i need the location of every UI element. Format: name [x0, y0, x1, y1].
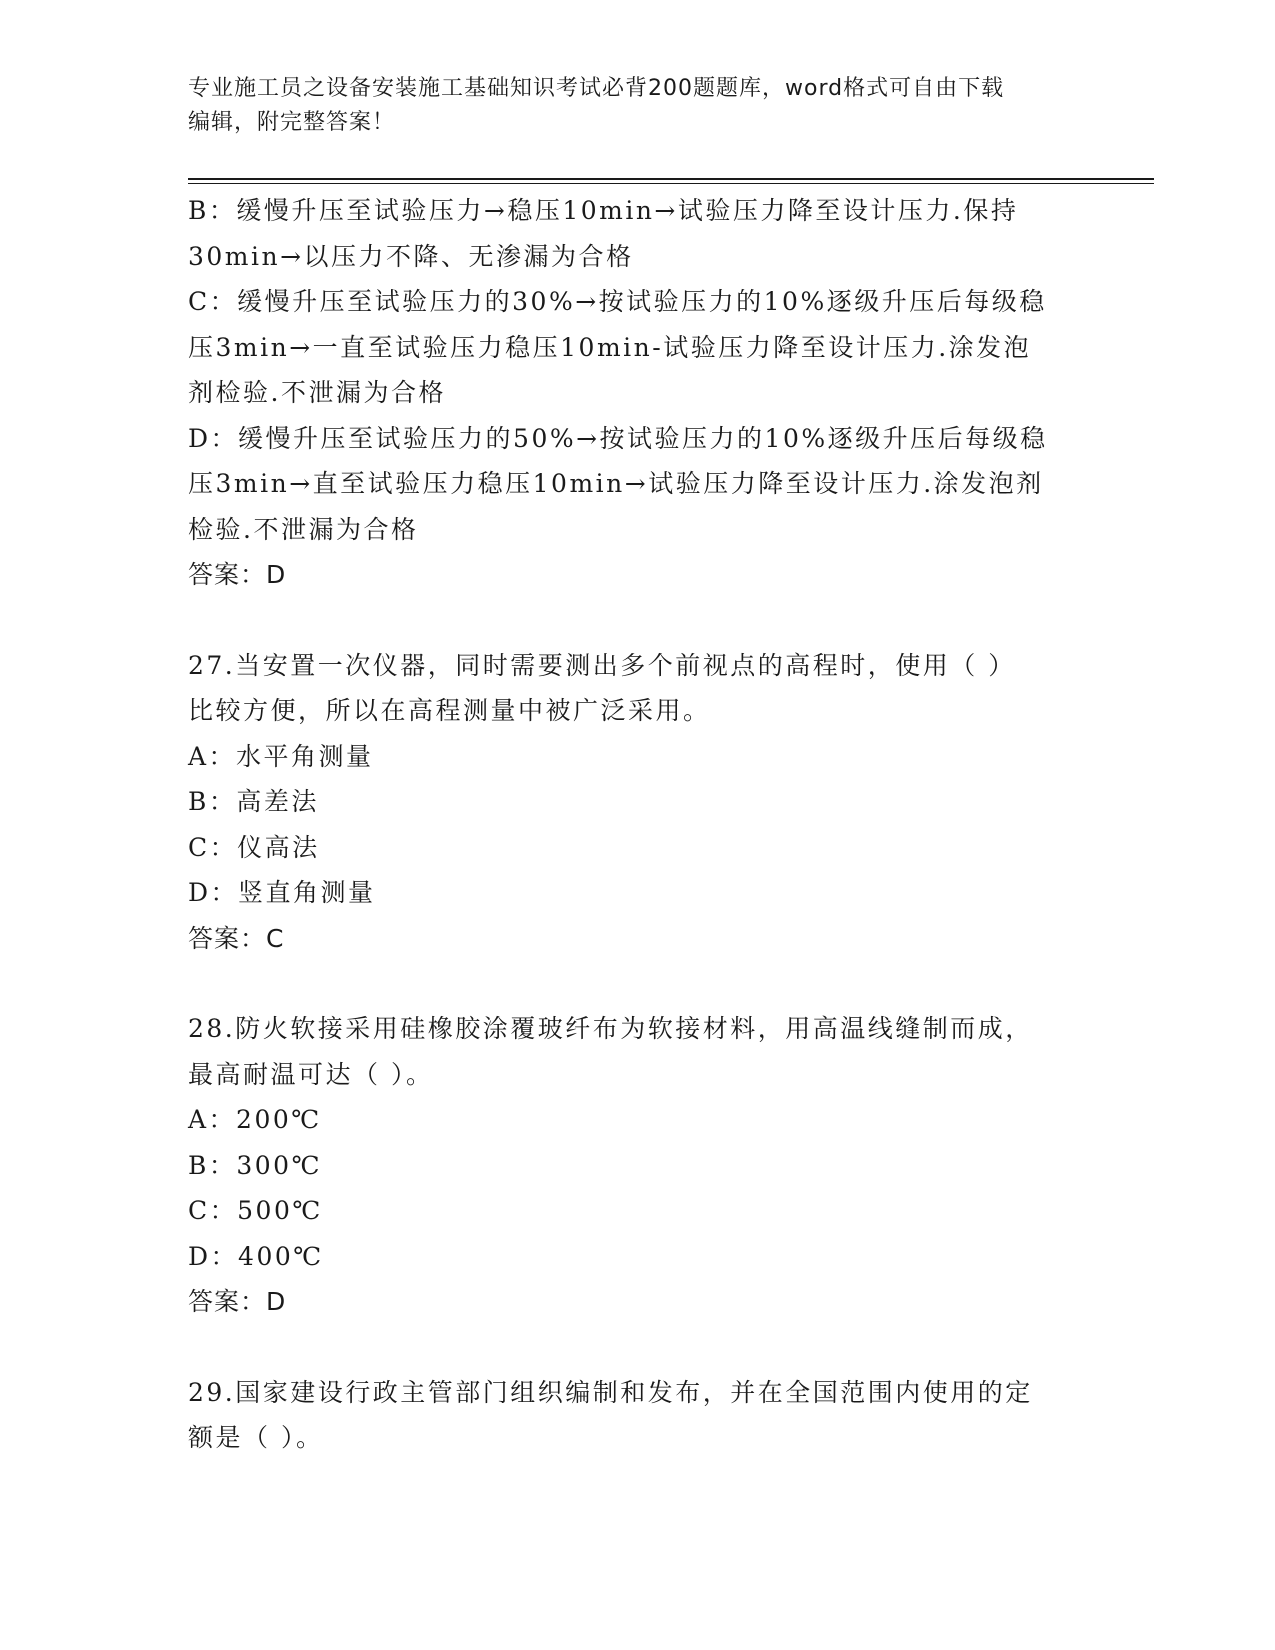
spacer	[188, 961, 1088, 1006]
option-b-line-1: B：缓慢升压至试验压力→稳压10min→试验压力降至设计压力.保持	[188, 196, 1019, 225]
option-b-line-2: 30min→以压力不降、无渗漏为合格	[188, 241, 634, 271]
option-d-line-3: 检验.不泄漏为合格	[188, 514, 419, 544]
header-line-2: 编辑，附完整答案！	[188, 110, 396, 135]
document-body	[188, 188, 1088, 1461]
option-a: A：200℃	[188, 1105, 322, 1134]
option-d-line-2: 压3min→直至试验压力稳压10min→试验压力降至设计压力.涂发泡剂	[188, 469, 1044, 498]
option-b: B：高差法	[188, 787, 319, 816]
answer-27: 答案：C	[188, 923, 285, 953]
header-line-1: 专业施工员之设备安装施工基础知识考试必背200题题库，word格式可自由下载	[188, 76, 1005, 101]
option-a: A：水平角测量	[188, 741, 374, 771]
spacer	[188, 598, 1088, 643]
question-28	[188, 1006, 1088, 1325]
option-c-line-2: 压3min→一直至试验压力稳压10min-试验压力降至设计压力.涂发泡	[188, 332, 1032, 362]
answer-26: 答案：D	[188, 560, 287, 589]
option-c-line-3: 剂检验.不泄漏为合格	[188, 378, 446, 407]
header-divider-thick	[188, 178, 1154, 180]
question-stem-line-1: 28.防火软接采用硅橡胶涂覆玻纤布为软接材料，用高温线缝制而成，	[188, 1014, 1033, 1043]
option-c: C：仪高法	[188, 832, 320, 862]
option-d-line-1: D：缓慢升压至试验压力的50%→按试验压力的10%逐级升压后每级稳	[188, 423, 1048, 453]
question-27	[188, 643, 1088, 962]
question-29	[188, 1370, 1088, 1461]
option-b: B：300℃	[188, 1150, 323, 1180]
spacer	[188, 1325, 1088, 1370]
option-d: D：400℃	[188, 1241, 324, 1271]
question-stem-line-1: 29.国家建设行政主管部门组织编制和发布，并在全国范围内使用的定	[188, 1377, 1033, 1407]
question-stem-line-1: 27.当安置一次仪器，同时需要测出多个前视点的高程时，使用（ ）	[188, 650, 1016, 680]
header-divider-thin	[188, 183, 1154, 184]
document-header	[188, 72, 1088, 140]
option-c-line-1: C：缓慢升压至试验压力的30%→按试验压力的10%逐级升压后每级稳	[188, 287, 1047, 316]
question-stem-line-2: 额是（ ）。	[188, 1423, 324, 1452]
option-d: D：竖直角测量	[188, 878, 376, 907]
question-stem-line-2: 最高耐温可达（ ）。	[188, 1059, 434, 1089]
question-26-continued	[188, 188, 1088, 598]
option-c: C：500℃	[188, 1196, 323, 1225]
answer-28: 答案：D	[188, 1287, 287, 1316]
question-stem-line-2: 比较方便，所以在高程测量中被广泛采用。	[188, 696, 711, 725]
